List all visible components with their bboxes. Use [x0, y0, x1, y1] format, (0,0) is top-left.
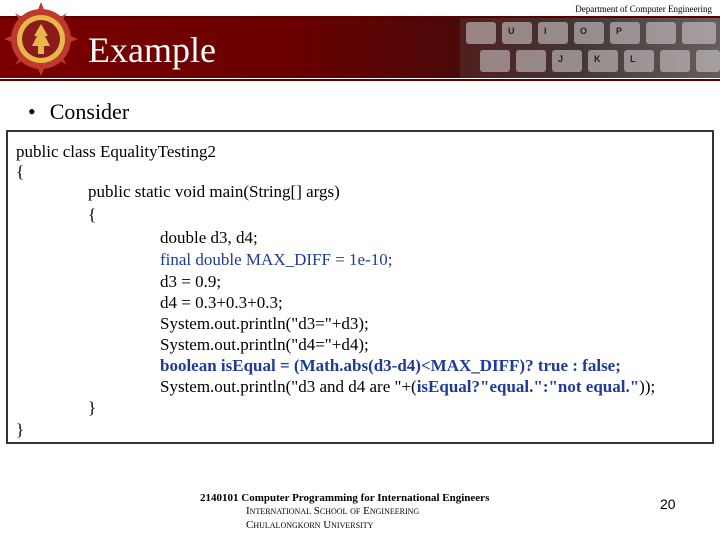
key-label: I — [544, 26, 547, 36]
keyboard-keys-image — [460, 18, 720, 78]
key-label: U — [508, 26, 515, 36]
header-bottom-rule — [0, 79, 720, 81]
key-label: K — [594, 54, 601, 64]
key-label: L — [630, 54, 636, 64]
code-fragment: System.out.println("d3 and d4 are "+( — [160, 377, 417, 396]
school-name: International School of Engineering — [246, 505, 420, 517]
code-line: d4 = 0.3+0.3+0.3; — [160, 293, 283, 312]
code-line-highlight: final double MAX_DIFF = 1e-10; — [160, 250, 393, 269]
code-fragment-highlight: isEqual?"equal.":"not equal." — [416, 377, 640, 396]
bullet-marker: • — [28, 99, 36, 124]
code-line: d3 = 0.9; — [160, 272, 222, 291]
code-line: { — [88, 205, 97, 224]
department-label: Department of Computer Engineering — [575, 4, 712, 14]
key-label: P — [616, 26, 623, 36]
code-fragment: )); — [639, 377, 656, 396]
slide-title: Example — [88, 30, 216, 70]
code-line: public class EqualityTesting2 — [16, 142, 216, 161]
bullet-item — [28, 99, 129, 125]
code-line: } — [16, 420, 25, 439]
code-box — [6, 130, 714, 444]
page-number: 20 — [660, 496, 676, 512]
university-emblem-icon — [4, 2, 78, 76]
footer — [200, 492, 489, 532]
code-line: public static void main(String[] args) — [88, 182, 340, 201]
code-line-highlight: boolean isEqual = (Math.abs(d3-d4)<MAX_DIFF)? true : false; — [160, 356, 621, 375]
bullet-text: Consider — [49, 99, 130, 124]
code-line: System.out.println("d4="+d4); — [160, 335, 369, 354]
university-name: Chulalongkorn University — [246, 519, 374, 531]
code-line: System.out.println("d3="+d3); — [160, 314, 369, 333]
key-label: O — [580, 26, 588, 36]
code-line: { — [16, 162, 25, 181]
code-line — [160, 377, 655, 397]
code-line: double d3, d4; — [160, 228, 258, 247]
code-line: } — [88, 398, 97, 417]
key-label: J — [558, 54, 564, 64]
course-title: 2140101 Computer Programming for International Engineers — [200, 492, 490, 504]
